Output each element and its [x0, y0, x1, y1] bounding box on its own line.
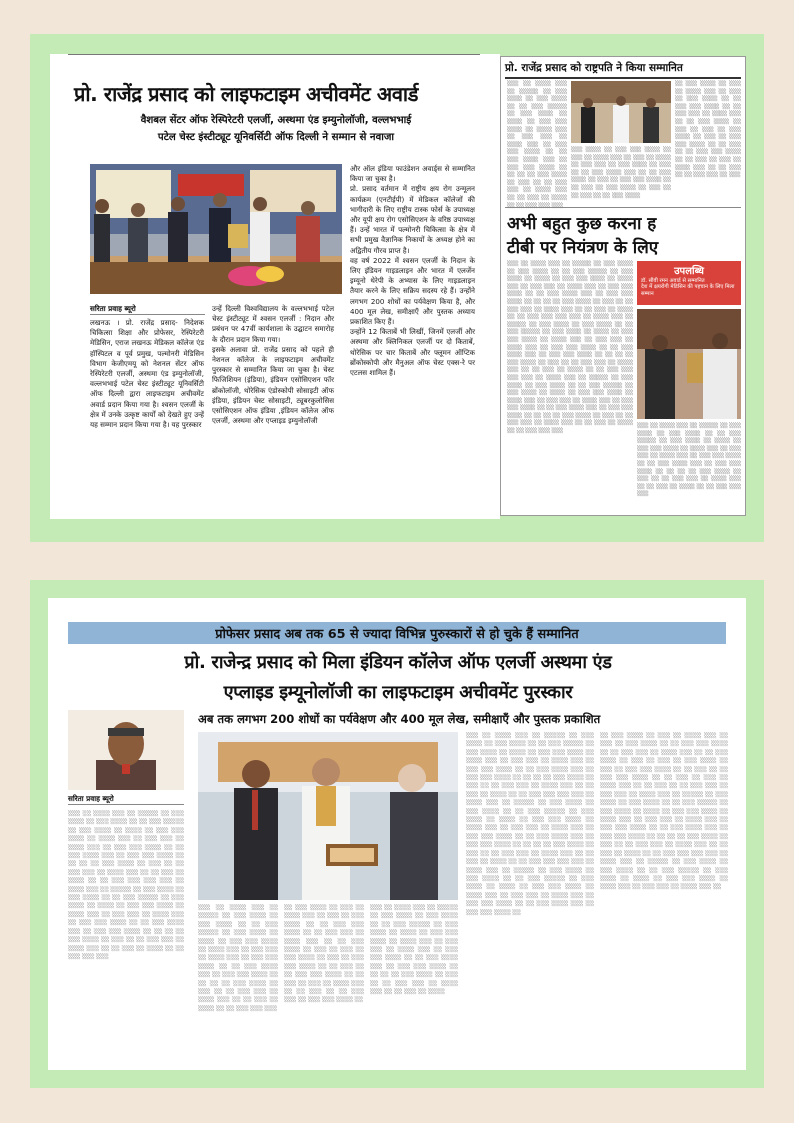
news-text-block: ░░░ ░░ ░░░░ ░░░ ░░ ░░░░░ ░░ ░░░ ░░░░ ░░ ░░░ ░░░░ ░░ ░░ ░░░ ░░░░░ ░░ ░░░ ░░░░ ░░ ░░░░ ░░ ░░░ ░░░ ░░░░ ░░ ░░░░ ░░░ ░░ ░░░ ░░░ ░░ ░░░░ ░░░ ░░ ░░░ ░░░ ░░░░ ░░ ░░ ░░░ ░░░░ ░░░ ░░ ░░░ ░░░ ░░░░ ░░ ░░ ░░ ░░ ░░░ ░░░░ ░░ ░░░ ░░ ░░ ░░░ ░░░ ░░ ░░░░ ░░░ ░░ ░░ ░░░ ░░ ░░░░ ░░ ░░ ░░░ ░░░ ░░░ ░░░ ░░ ░░░░ ░░░ ░░ ░░░░░ ░░ ░░░ ░░░░ ░░ ░░░ ░░░░ ░░ ░░ ░░░ ░░░░░ ░░ ░░░ ░░░░ ░░ ░░░░ ░░ ░░░ ░░░ ░░░░ ░░ ░░░░ ░░░ ░░ ░░░ ░░░ ░░ ░░░░ ░░░ ░░ ░░░ ░░░ ░░░░ ░░ ░░ ░░░ ░░░░ ░░░ ░░ ░░░ ░░░ ░░░░ ░░ ░░ ░░ ░░ ░░░ ░░░░ ░░ ░░░ ░░ ░░ ░░░ ░░░ ░░ ░░░░ ░░░ ░░ ░░ ░░░ ░░ ░░░░ ░░ ░░ ░░░ ░░░ ░░░: [68, 811, 184, 960]
subheadline: अब तक लगभग 200 शोधों का पर्यवेक्षण और 400 मूल लेख, समीक्षाएँ और पुस्तक प्रकाशित: [198, 712, 601, 726]
headline: प्रो. राजेंद्र प्रसाद को लाइफटाइम अचीवमेंट अवार्ड: [74, 82, 419, 106]
award-photo: [637, 309, 741, 419]
award-ceremony-photo: [90, 164, 342, 294]
news-text-block: ░░░ ░░░░ ░░ ░░░ ░░░ ░░░░ ░░ ░░░ ░░ ░░░░ ░░░ ░░ ░░░ ░░ ░░░░ ░░ ░░░ ░░░ ░░ ░░░ ░░░░ ░░ ░░░ ░░ ░░ ░░░ ░░░░ ░░░ ░░ ░░ ░░░ ░░░░ ░░ ░░░ ░░ ░░░ ░░░ ░░░░ ░░ ░░ ░░░ ░░ ░░░ ░░░░ ░░ ░░░ ░░ ░░ ░░░ ░░ ░░ ░░░ ░░░░: [571, 147, 671, 199]
news-text-block: ░░ ░░░ ░░░░ ░░ ░░░ ░░ ░░░░ ░░░ ░░ ░░░ ░░ ░░░ ░░░░ ░░ ░░ ░░░ ░░░ ░░░░ ░░ ░░ ░░░ ░░░ ░░ ░░░░ ░░░ ░░ ░░ ░░░ ░░░░ ░░ ░░░ ░░ ░░░ ░░ ░░░ ░░░░ ░░ ░░░ ░░ ░░░ ░░░ ░░░░ ░░ ░░ ░░░ ░░ ░░ ░░░ ░░░ ░░░░ ░░ ░░ ░░░ ░░ ░░░ ░░ ░░░░ ░░░ ░░ ░░ ░░░ ░░ ░░ ░░░ ░░░ ░░ ░░░ ░░░ ░░ ░░░░ ░░░ ░░ ░░░░░ ░░ ░░░ ░░░░ ░░ ░░░ ░░░░ ░░ ░░ ░░░ ░░░░░ ░░ ░░░ ░░░░ ░░ ░░░░ ░░ ░░░ ░░░ ░░░░ ░░ ░░░░ ░░░ ░░ ░░░ ░░░ ░░ ░░░░ ░░░ ░░ ░░░ ░░░ ░░░░ ░░ ░░ ░░░ ░░░░ ░░░ ░░ ░░░ ░░░ ░░░░ ░░ ░░ ░░ ░░ ░░░ ░░░░ ░░ ░░░ ░░ ░░ ░░░ ░░░ ░░ ░░░░ ░░░ ░░ ░░ ░░░ ░░ ░░░░ ░░ ░░ ░░░ ░░░ ░░░ ░░░ ░░ ░░░░ ░░░ ░░ ░░░░░ ░░ ░░░ ░░░░ ░░ ░░░ ░░░░ ░░ ░░ ░░░ ░░░░░ ░░ ░░░ ░░░░ ░░ ░░░░ ░░ ░░░ ░░░ ░░░░ ░░ ░░░░ ░░░ ░░ ░░░ ░░░ ░░ ░░░░ ░░░ ░░: [600, 733, 728, 891]
news-clip-lifetime-award: [50, 54, 500, 519]
headline: प्रो. राजेंद्र प्रसाद को राष्ट्रपति ने किया सम्मानित: [505, 61, 741, 79]
kicker-band: [637, 261, 741, 305]
news-text-block: ░░░ ░░ ░░░░ ░░░ ░░ ░░░░░ ░░ ░░░ ░░░░ ░░ ░░░ ░░░░ ░░ ░░ ░░░ ░░░░░ ░░ ░░░ ░░░░ ░░ ░░░░ ░░ ░░░ ░░░ ░░░░ ░░ ░░░░ ░░░ ░░ ░░░ ░░░ ░░ ░░░░ ░░░ ░░ ░░░ ░░░ ░░░░ ░░ ░░ ░░░ ░░░░ ░░░ ░░ ░░░ ░░░ ░░░░ ░░ ░░ ░░ ░░ ░░░ ░░░░ ░░ ░░░ ░░ ░░ ░░░ ░░░ ░░ ░░░░ ░░░ ░░ ░░ ░░░ ░░ ░░░░ ░░ ░░ ░░░ ░░░ ░░░: [507, 81, 567, 209]
portrait-photo: [68, 710, 184, 790]
news-text-block: ░░░ ░░ ░░░░ ░░░ ░░ ░░░░░ ░░ ░░░ ░░░░ ░░ ░░░ ░░░░ ░░ ░░ ░░░ ░░░░░ ░░ ░░░ ░░░░ ░░ ░░░░ ░░ ░░░ ░░░ ░░░░ ░░ ░░░░ ░░░ ░░ ░░░ ░░░ ░░ ░░░░ ░░░ ░░ ░░░ ░░░ ░░░░ ░░ ░░ ░░░ ░░░░ ░░░ ░░ ░░░ ░░░ ░░░░ ░░ ░░ ░░ ░░ ░░░ ░░░░ ░░ ░░░ ░░ ░░ ░░░ ░░░ ░░ ░░░░ ░░░ ░░ ░░ ░░░ ░░ ░░░░ ░░ ░░ ░░░ ░░░ ░░░: [198, 905, 278, 1012]
article-column-1: लखनऊ । प्रो. राजेंद्र प्रसाद- निदेशक चिकित्सा शिक्षा और प्रोफेसर, रेस्पिरेटरी मेडिसिन, एराज लखनऊ मेडिकल कॉलेज एंड हॉस्पिटल व पूर्व प्रमुख, पल्मोनरी मेडिसिन विभाग केजीएमयू को नेशनल सेंटर ऑफ रेस्पिरेटरी एलर्जी, अस्थमा एंड इम्युनोलॉजी, वल्लभभाई पटेल चेस्ट इंस्टीट्यूट यूनिवर्सिटी ऑफ दिल्ली द्वारा लाइफटाइम अचीवमेंट अवार्ड प्रदान किया गया है। श्वसन एलर्जी के क्षेत्र में उनके उत्कृष्ट कार्यों को देखते हुए उन्हें यह सम्मान प्रदान किया गया है। यह पुरस्कार: [90, 318, 204, 430]
headline-2: एप्लाइड इम्यूनोलॉजी का लाइफटाइम अचीवमेंट पुरस्कार: [223, 682, 573, 703]
news-text-block: ░░ ░░░ ░░░░ ░░ ░░░ ░░ ░░░░ ░░░ ░░ ░░░ ░░ ░░░ ░░░░ ░░ ░░ ░░░ ░░░ ░░░░ ░░ ░░ ░░░ ░░░ ░░ ░░░░ ░░░ ░░ ░░ ░░░ ░░░░ ░░ ░░░ ░░ ░░░ ░░ ░░░ ░░░░ ░░ ░░░ ░░ ░░░ ░░░ ░░░░ ░░ ░░ ░░░ ░░ ░░ ░░░ ░░░ ░░░░ ░░ ░░ ░░░ ░░ ░░░ ░░ ░░░░ ░░░ ░░ ░░ ░░░ ░░ ░░ ░░░ ░░░ ░░ ░░░ ░░░ ░░░░ ░░: [284, 905, 364, 1004]
news-clip-icaai-award: [48, 598, 746, 1070]
article-column-2: उन्हें दिल्ली विश्वविद्यालय के वल्लभभाई पटेल चेस्ट इंस्टीट्यूट में श्वसन एलर्जी : निदान और प्रबंधन पर 47वीं कार्यशाला के उद्घाटन समारोह के दौरान प्रदान किया गया। इसके अलावा प्रो. राजेंद्र प्रसाद को पहले ही नेशनल कॉलेज के लाइफटाइम अचीवमेंट पुरस्कार से सम्मानित किया जा चुका है। चेस्ट फिजिशियन (इंडिया), इंडियन एसोसिएशन फॉर ब्रोंकोलॉजी, थोरेसिक एंडोस्कोपी सोसाइटी ऑफ इंडिया, इंडियन चेस्ट सोसाइटी, ट्यूबरकुलोसिस एसोसिएशन ऑफ इंडिया ,इंडियन कॉलेज ऑफ एलर्जी, अस्थमा और एप्लाइड इम्युनोलॉजी: [212, 304, 334, 426]
kicker: उपलब्धि: [674, 266, 704, 277]
news-text-block: ░░░ ░░ ░░░░ ░░░ ░░ ░░░░░ ░░ ░░░ ░░░░ ░░ ░░░ ░░░░ ░░ ░░ ░░░ ░░░░░ ░░ ░░░ ░░░░ ░░ ░░░░ ░░ ░░░ ░░░ ░░░░ ░░ ░░░░ ░░░ ░░ ░░░ ░░░ ░░ ░░░░ ░░░ ░░ ░░░ ░░░ ░░░░ ░░ ░░ ░░░ ░░░░ ░░░ ░░ ░░░ ░░░ ░░░░ ░░ ░░ ░░ ░░ ░░░ ░░░░ ░░ ░░░ ░░ ░░ ░░░ ░░░ ░░ ░░░░ ░░░ ░░ ░░ ░░░ ░░ ░░░░: [370, 905, 458, 996]
kicker-subtitle: डॉ. सीवी रमन अवार्ड से सम्मानित: [641, 278, 705, 284]
headline-3: टीबी पर नियंत्रण के लिए: [507, 238, 659, 258]
president-photo: [571, 81, 671, 143]
news-text-block: ░░░ ░░ ░░░░ ░░░ ░░ ░░░░░ ░░ ░░░ ░░░░ ░░ ░░░ ░░░░ ░░ ░░ ░░░ ░░░░░ ░░ ░░░ ░░░░ ░░ ░░░░ ░░ ░░░ ░░░ ░░░░ ░░ ░░░░ ░░░ ░░ ░░░ ░░░ ░░ ░░░░ ░░░ ░░ ░░░ ░░░ ░░░░ ░░ ░░ ░░░ ░░░░ ░░░ ░░ ░░░ ░░░ ░░░░ ░░ ░░ ░░ ░░ ░░░ ░░░░ ░░ ░░░ ░░ ░░ ░░░ ░░░ ░░ ░░░░ ░░░ ░░ ░░ ░░░ ░░ ░░░░ ░░ ░░ ░░░ ░░░ ░░░: [637, 423, 741, 498]
award-ceremony-photo: [198, 732, 458, 900]
news-clip-president-honour: [500, 56, 746, 516]
byline: सरिता प्रवाह ब्यूरो: [68, 794, 184, 805]
bottom-panel: [30, 580, 764, 1088]
kicker-subtitle-2: देश में क्षयरोगी मेडिसिन की पहचान के लिए मिला सम्मान: [641, 284, 735, 297]
top-panel: [30, 34, 764, 542]
subheadline-2: पटेल चेस्ट इंस्टीट्यूट यूनिवर्सिटी ऑफ दिल्ली ने सम्मान से नवाजा: [157, 132, 395, 143]
article-column-3: और ऑल इंडिया फाउंडेशन अवार्ड्स से सम्मानित किया जा चुका है। प्रो. प्रसाद वर्तमान में राष्ट्रीय क्षय रोग उन्मूलन कार्यक्रम (एनटीईपी) में मेडिकल कॉलेजों की भागीदारी के लिए राष्ट्रीय टास्क फोर्स के उपाध्यक्ष और यूपी क्षय रोग एसोसिएशन के वरिष्ठ उपाध्यक्ष हैं। उन्हें भारत में पल्मोनरी चिकित्सा के क्षेत्र में सभी प्रमुख वैज्ञानिक निकायों के अध्यक्ष होने का अद्वितीय गौरव प्राप्त है। वह वर्ष 2022 में श्वसन एलर्जी के निदान के लिए इंडियन गाइडलाइन और भारत में एलर्जेन इम्यूनो थेरेपी के अभ्यास के लिए गाइडलाइन तैयार करने के लिए सक्रिय सदस्य रहे हैं। उन्होंने लगभग 200 शोधों का पर्यवेक्षण किया है, और 400 मूल लेख, समीक्षाएँ और पुस्तक अध्याय प्रकाशित किए हैं। उन्होंने 12 किताबें भी लिखीं, जिनमें एलर्जी और अस्थमा और क्लिनिकल एलर्जी पर दो किताबें, थोरेसिक पर चार किताबें और फ्लूमन ऑप्टिक ब्रोंकोस्कोपी और मैनुअल ऑफ चेस्ट एक्स-रे पर एटलस शामिल हैं।: [350, 164, 475, 378]
headline-2: अभी बहुत कुछ करना ह: [507, 214, 657, 234]
headline-1: प्रो. राजेन्द्र प्रसाद को मिला इंडियन कॉलेज ऑफ एलर्जी अस्थमा एंड: [184, 652, 612, 673]
byline: सरिता प्रवाह ब्यूरो: [90, 304, 205, 315]
kicker: प्रोफेसर प्रसाद अब तक 65 से ज्यादा विभिन्न पुरुस्कारों से हो चुके हैं सम्मानित: [215, 627, 579, 642]
news-text-block: ░░ ░░░ ░░░░ ░░ ░░░ ░░ ░░░░ ░░░ ░░ ░░░ ░░ ░░░ ░░░░ ░░ ░░ ░░░ ░░░ ░░░░ ░░ ░░ ░░░ ░░░ ░░ ░░░░ ░░░ ░░ ░░ ░░░ ░░░░ ░░ ░░░ ░░ ░░░ ░░ ░░░ ░░░░ ░░ ░░░ ░░ ░░░ ░░░ ░░░░ ░░ ░░ ░░░ ░░ ░░ ░░░ ░░░ ░░░░ ░░ ░░ ░░░ ░░ ░░░ ░░ ░░░░ ░░░ ░░ ░░ ░░░ ░░ ░░ ░░░ ░░░ ░░ ░░░: [675, 81, 741, 179]
news-text-block: ░░░ ░░ ░░░░ ░░░ ░░ ░░░░░ ░░ ░░░ ░░░░ ░░ ░░░ ░░░░ ░░ ░░ ░░░ ░░░░░ ░░ ░░░ ░░░░ ░░ ░░░░ ░░ ░░░ ░░░ ░░░░ ░░ ░░░░ ░░░ ░░ ░░░ ░░░ ░░ ░░░░ ░░░ ░░ ░░░ ░░░ ░░░░ ░░ ░░ ░░░ ░░░░ ░░░ ░░ ░░░ ░░░ ░░░░ ░░ ░░ ░░ ░░ ░░░ ░░░░ ░░ ░░░ ░░ ░░ ░░░ ░░░ ░░ ░░░░ ░░░ ░░ ░░ ░░░ ░░ ░░░░ ░░ ░░ ░░░ ░░░ ░░░ ░░░ ░░ ░░░░ ░░░ ░░ ░░░░░ ░░ ░░░ ░░░░ ░░ ░░░ ░░░░ ░░ ░░ ░░░ ░░░░░ ░░ ░░░ ░░░░ ░░ ░░░░ ░░ ░░░ ░░░ ░░░░ ░░ ░░░░ ░░░ ░░ ░░░ ░░░ ░░ ░░░░ ░░░ ░░ ░░░ ░░░ ░░░░ ░░ ░░ ░░░ ░░░░ ░░░ ░░ ░░░ ░░░ ░░░░ ░░ ░░ ░░ ░░ ░░░ ░░░░ ░░ ░░░ ░░ ░░ ░░░ ░░░ ░░ ░░░░ ░░░ ░░ ░░ ░░░ ░░ ░░░░ ░░ ░░ ░░░ ░░░ ░░░ ░░░ ░░ ░░░░ ░░░ ░░ ░░░░░ ░░ ░░░ ░░░░ ░░ ░░░ ░░░░ ░░ ░░ ░░░ ░░░░░ ░░ ░░░ ░░░░ ░░ ░░░░ ░░ ░░░ ░░░ ░░░░ ░░ ░░░░ ░░░ ░░ ░░░ ░░░ ░░ ░░░░ ░░░ ░░ ░░░ ░░░ ░░░░ ░░ ░░ ░░░ ░░░░ ░░░ ░░ ░░░ ░░░ ░░░░ ░░: [466, 733, 594, 916]
news-text-block: ░░░ ░░ ░░░░ ░░░ ░░ ░░░░░ ░░ ░░░ ░░░░ ░░ ░░░ ░░░░ ░░ ░░ ░░░ ░░░░░ ░░ ░░░ ░░░░ ░░ ░░░░ ░░ ░░░ ░░░ ░░░░ ░░ ░░░░ ░░░ ░░ ░░░ ░░░ ░░ ░░░░ ░░░ ░░ ░░░ ░░░ ░░░░ ░░ ░░ ░░░ ░░░░ ░░░ ░░ ░░░ ░░░ ░░░░ ░░ ░░ ░░ ░░ ░░░ ░░░░ ░░ ░░░ ░░ ░░ ░░░ ░░░ ░░ ░░░░ ░░░ ░░ ░░ ░░░ ░░ ░░░░ ░░ ░░ ░░░ ░░░ ░░░ ░░░ ░░ ░░░░ ░░░ ░░ ░░░░░ ░░ ░░░ ░░░░ ░░ ░░░ ░░░░ ░░ ░░ ░░░ ░░░░░ ░░ ░░░ ░░░░ ░░ ░░░░ ░░ ░░░ ░░░ ░░░░ ░░ ░░░░ ░░░ ░░ ░░░ ░░░ ░░ ░░░░ ░░░ ░░ ░░░ ░░░ ░░░░ ░░ ░░ ░░░ ░░░░ ░░░ ░░ ░░░ ░░░ ░░░░ ░░ ░░ ░░ ░░ ░░░ ░░░░ ░░ ░░░ ░░ ░░ ░░░ ░░░ ░░ ░░░░ ░░░ ░░ ░░ ░░░ ░░ ░░░░ ░░ ░░ ░░░ ░░░ ░░░ ░░░ ░░ ░░░░ ░░░ ░░ ░░░░░ ░░ ░░░ ░░░░ ░░ ░░░ ░░░░ ░░ ░░ ░░░ ░░░░░ ░░ ░░░ ░░░░ ░░ ░░░░ ░░ ░░░ ░░░ ░░░░ ░░ ░░░░ ░░░ ░░ ░░░ ░░░ ░░ ░░░░ ░░░ ░░ ░░░ ░░░ ░░░░ ░░ ░░ ░░░ ░░░░ ░░░ ░░ ░░░ ░░░ ░░░░ ░░ ░░ ░░ ░░ ░░░ ░░░░ ░░ ░░░ ░░ ░░ ░░░ ░░░ ░░ ░░░░ ░░░ ░░ ░░ ░░░ ░░ ░░░░ ░░ ░░ ░░░ ░░░ ░░░: [507, 261, 633, 435]
subheadline-1: वैशबल सेंटर ऑफ रेस्पिरेटरी एलर्जी, अस्थमा एंड इम्युनोलॉजी, वल्लभभाई: [140, 115, 412, 126]
